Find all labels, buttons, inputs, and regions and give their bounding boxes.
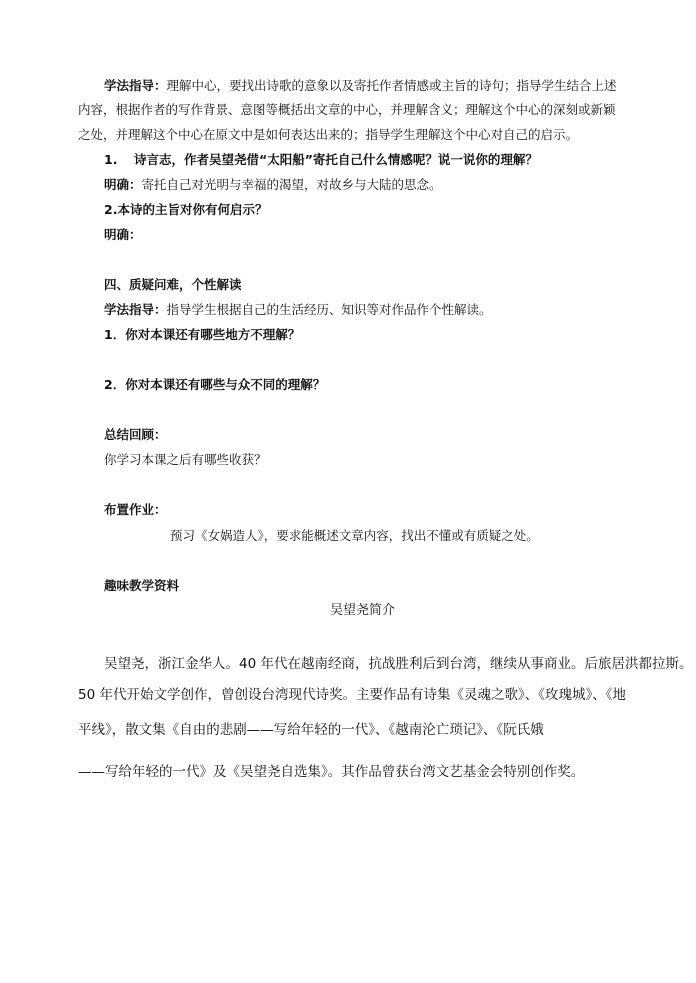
answer-1-text: 寄托自己对光明与幸福的渴望，对故乡与大陆的思念。 <box>141 177 442 192</box>
bio-line-4: ——写给年轻的一代》及《吴望尧自选集》。其作品曾获台湾文艺基金会特别创作奖。 <box>78 764 585 780</box>
guide2-text: 指导学生根据自己的生活经历、知识等对作品作个性解读。 <box>166 302 492 317</box>
bio-line-3: 平线》，散文集《自由的悲剧——写给年轻的一代》、《越南沦亡琐记》、《阮氏娥 <box>78 722 544 738</box>
extra-material-subtitle: 吴望尧简介 <box>330 603 396 618</box>
homework-title: 布置作业： <box>104 502 167 517</box>
question-1-number: 1. <box>104 152 118 167</box>
question-3: 1．你对本课还有哪些地方不理解？ <box>104 327 301 342</box>
guide2 <box>104 302 492 318</box>
summary-title: 总结回顾： <box>104 427 167 442</box>
answer-2-label: 明确： <box>104 227 142 242</box>
extra-material-title: 趣味教学资料 <box>104 578 180 593</box>
question-1 <box>104 152 538 168</box>
summary-text: 你学习本课之后有哪些收获？ <box>104 452 267 467</box>
guide1-line2: 内容，根据作者的写作背景、意图等概括出文章的中心，并理解含义；理解这个中心的深刻或新颖 <box>78 102 616 117</box>
question-2: 2.本诗的主旨对你有何启示？ <box>104 202 268 217</box>
bio-line-2: 50 年代开始文学创作，曾创设台湾现代诗奖。主要作品有诗集《灵魂之歌》、《玫瑰城》、《地 <box>78 687 626 703</box>
question-4: 2．你对本课还有哪些与众不同的理解？ <box>104 377 326 392</box>
guide2-label: 学法指导： <box>104 302 167 317</box>
guide1-line1 <box>104 78 617 94</box>
guide1-label: 学法指导： <box>104 78 167 93</box>
section-4-title: 四、质疑问难，个性解读 <box>104 277 242 292</box>
guide1-text-1: 理解中心，要找出诗歌的意象以及寄托作者情感或主旨的诗句；指导学生结合上述 <box>166 78 617 93</box>
answer-1-label: 明确： <box>104 177 142 192</box>
guide1-line3: 之处，并理解这个中心在原文中是如何表达出来的；指导学生理解这个中心对自己的启示。 <box>78 127 579 142</box>
bio-line-1: 吴望尧，浙江金华人。40 年代在越南经商，抗战胜利后到台湾，继续从事商业。后旅居洪都拉斯。 <box>104 656 693 672</box>
answer-1 <box>104 177 442 193</box>
question-1-text: 诗言志，作者吴望尧借“太阳船”寄托自己什么情感呢？说一说你的理解？ <box>134 152 538 167</box>
homework-text: 预习《女娲造人》，要求能概述文章内容，找出不懂或有质疑之处。 <box>170 528 539 543</box>
